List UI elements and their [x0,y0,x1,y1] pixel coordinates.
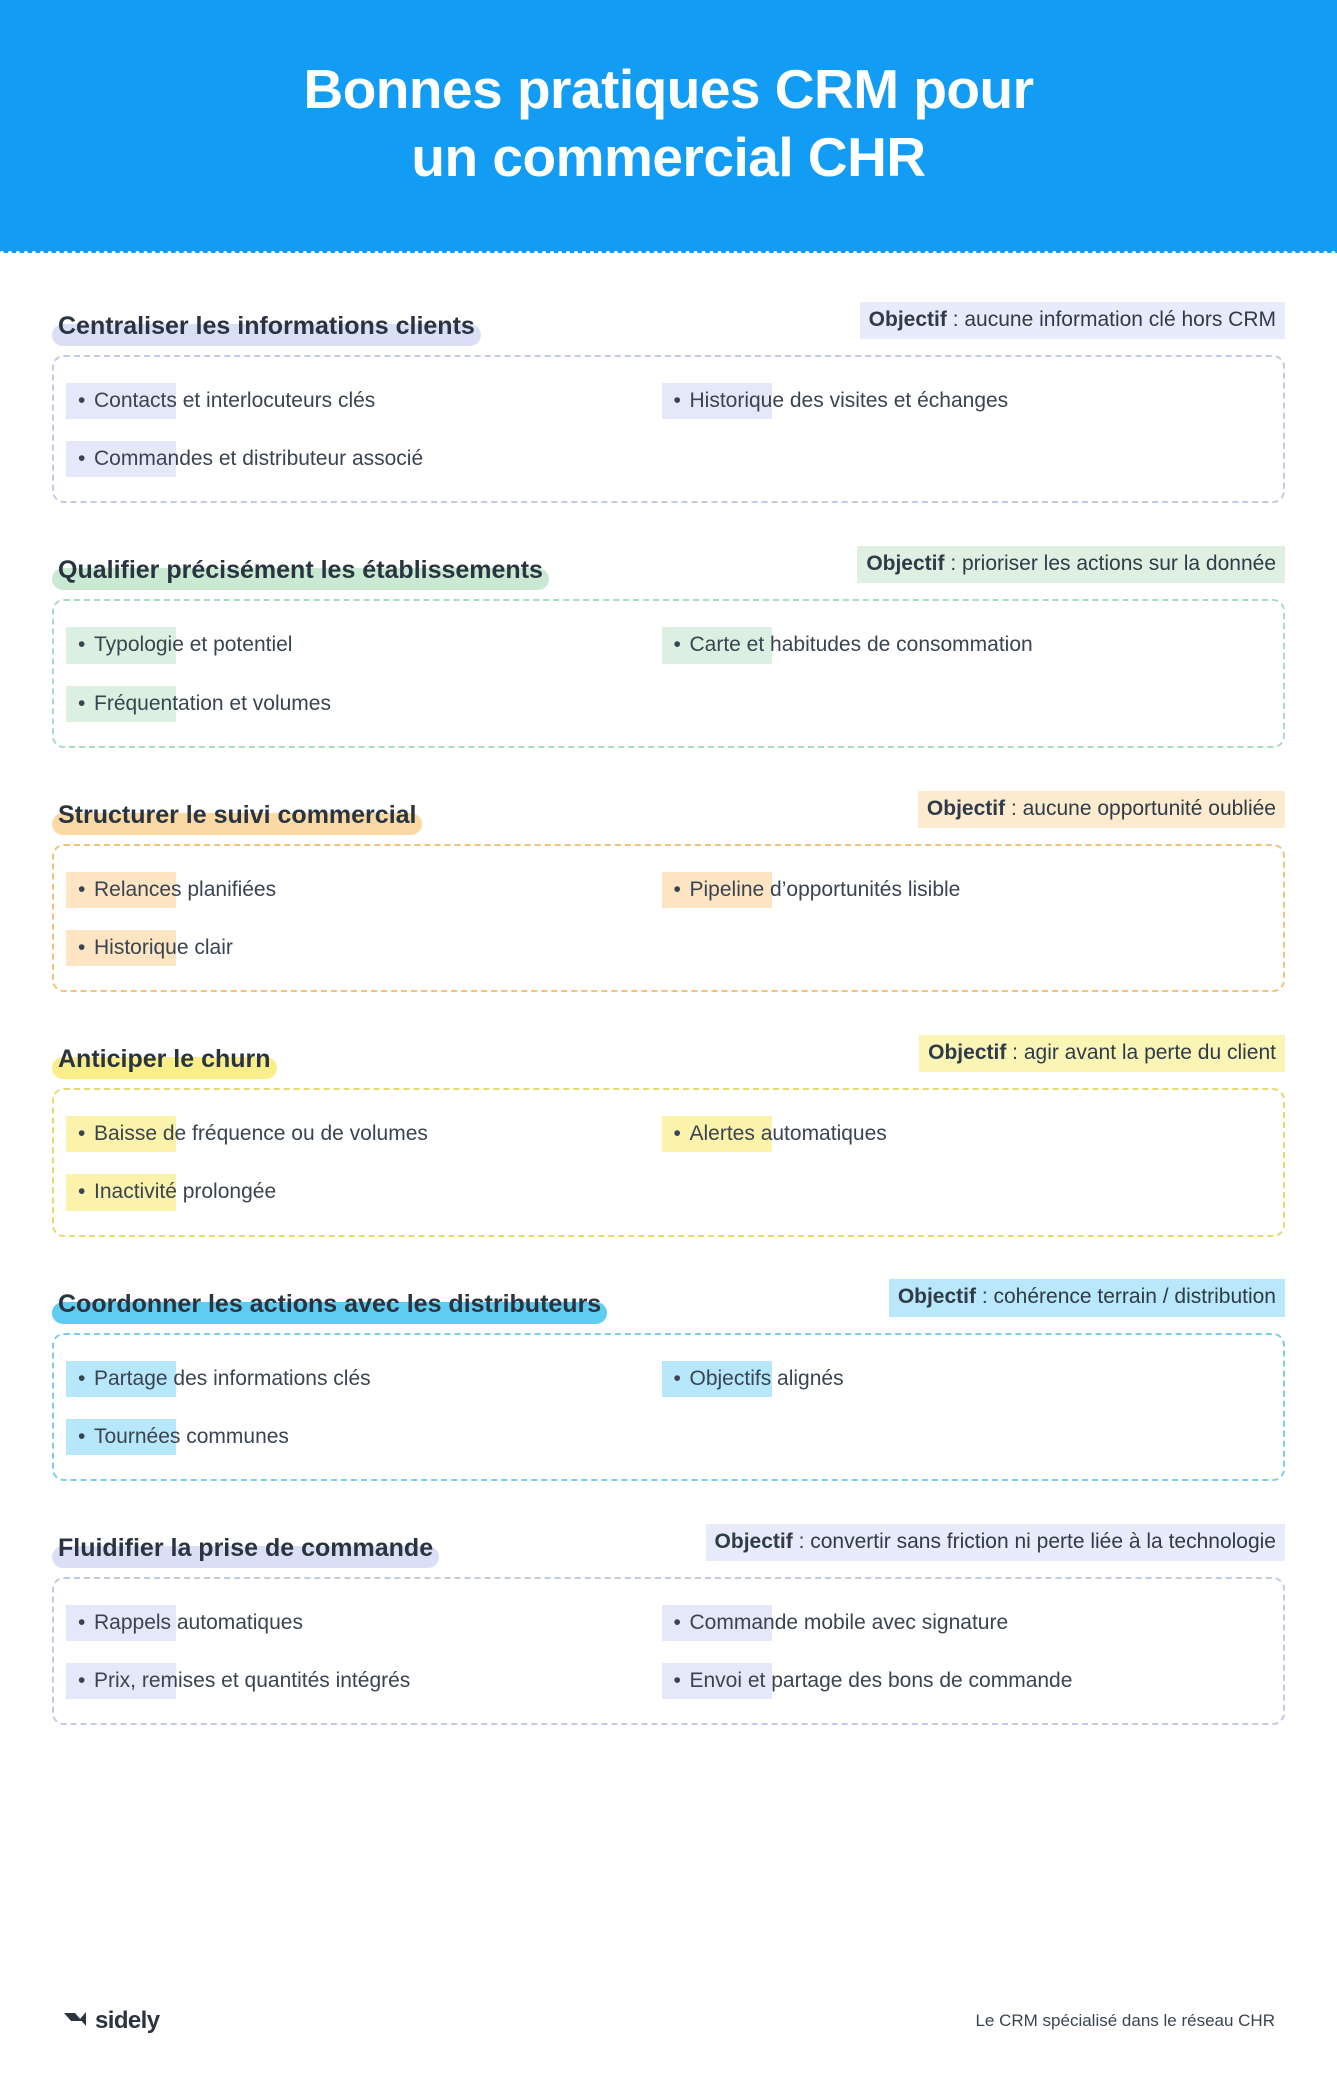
objective-text: : convertir sans friction ni perte liée à la technologie [792,1529,1276,1553]
section-title-text: Fluidifier la prise de commande [58,1533,434,1562]
bullet-dot: • [78,389,86,412]
section-panel [52,844,1285,992]
bullet-dot: • [78,935,86,959]
bullet-dot: • [78,691,86,715]
bullet-text [674,1116,1260,1152]
page-title [303,56,1033,190]
objective-text: : aucune information clé hors CRM [946,307,1276,331]
bullet-text [674,1605,1260,1641]
list-item [78,686,664,722]
bullet-dot: • [78,877,86,901]
objective-label: Objectif [714,1529,793,1553]
section-header [52,1032,1285,1072]
objective-badge [857,546,1285,583]
bullet-text [78,930,664,966]
objective-badge [918,791,1285,828]
list-item [674,1116,1260,1152]
bullet-grid [78,872,1259,966]
header-dotted-divider [0,251,1337,255]
section-anticiper [52,1032,1285,1236]
bullet-label: Objectifs alignés [689,1366,844,1390]
bullet-label: Fréquentation et volumes [94,691,331,715]
sidely-chevron-icon [62,2009,88,2034]
list-item-empty [674,441,1260,477]
bullet-label: Envoi et partage des bons de commande [689,1669,1073,1693]
objective-text: : cohérence terrain / distribution [976,1285,1276,1309]
bullet-label: Historique clair [94,935,233,959]
bullet-dot: • [78,447,86,471]
objective-badge [706,1524,1285,1561]
bullet-label: Commandes et distributeur associé [94,447,424,471]
list-item [674,1361,1260,1397]
list-item [78,1663,664,1699]
list-item-empty [674,930,1260,966]
bullet-text [78,1663,664,1699]
list-item [78,1116,664,1152]
section-header [52,299,1285,339]
section-title-text: Anticiper le churn [58,1045,271,1074]
list-item [674,627,1260,663]
section-panel [52,1088,1285,1236]
bullet-dot: • [673,389,681,412]
bullet-grid [78,1361,1259,1455]
section-title-text: Coordonner les actions avec les distributeurs [58,1289,602,1318]
bullet-dot: • [78,1610,86,1634]
sidely-logo-text: sidely [95,2007,160,2034]
bullet-label: Rappels automatiques [94,1610,303,1634]
section-title [52,314,481,339]
section-header [52,1521,1285,1561]
bullet-text [78,1361,664,1397]
bullet-label: Historique des visites et échanges [689,389,1009,412]
bullet-label: Baisse de fréquence ou de volumes [94,1122,428,1146]
bullet-grid [78,1116,1259,1210]
section-title-text: Centraliser les informations clients [58,312,475,340]
bullet-grid [78,383,1259,477]
list-item [78,441,664,477]
objective-badge [919,1035,1285,1072]
page-footer [0,2007,1337,2035]
objective-text: : aucune opportunité oubliée [1005,796,1276,820]
bullet-dot: • [673,1610,681,1634]
objective-badge [860,302,1285,339]
bullet-text [78,383,664,419]
section-title [52,1047,277,1072]
section-title-text: Qualifier précisément les établissements [58,556,543,585]
bullet-text [78,441,664,477]
sections-container [0,299,1337,1725]
page-title-line-1: Bonnes pratiques CRM pour [303,58,1034,121]
section-panel [52,355,1285,503]
bullet-text [78,1174,664,1210]
section-title-text: Structurer le suivi commercial [58,800,417,829]
list-item-empty [674,1419,1260,1455]
list-item [674,872,1260,908]
bullet-label: Alertes automatiques [689,1122,887,1146]
bullet-label: Commande mobile avec signature [689,1610,1009,1634]
list-item [674,1663,1260,1699]
list-item [78,872,664,908]
bullet-dot: • [78,1122,86,1146]
bullet-label: Partage des informations clés [94,1366,371,1390]
bullet-text [78,1419,664,1455]
objective-text: : agir avant la perte du client [1006,1040,1276,1064]
bullet-text [78,686,664,722]
objective-label: Objectif [868,307,947,331]
list-item [78,383,664,419]
bullet-text [78,627,664,663]
bullet-dot: • [673,1669,681,1693]
list-item-empty [674,1174,1260,1210]
objective-label: Objectif [866,552,945,576]
section-fluidifier [52,1521,1285,1725]
footer-tagline: Le CRM spécialisé dans le réseau CHR [975,2011,1275,2030]
bullet-dot: • [673,1122,681,1146]
bullet-dot: • [78,1424,86,1448]
section-structurer [52,788,1285,992]
bullet-grid [78,1605,1259,1699]
bullet-dot: • [78,1180,86,1204]
section-panel [52,1333,1285,1481]
objective-badge [889,1279,1285,1316]
bullet-label: Inactivité prolongée [94,1180,277,1204]
objective-label: Objectif [897,1285,976,1309]
list-item [78,1605,664,1641]
list-item [78,930,664,966]
bullet-grid [78,627,1259,721]
list-item [674,383,1260,419]
section-title [52,1289,607,1318]
list-item-empty [674,686,1260,722]
bullet-label: Contacts et interlocuteurs clés [94,389,376,412]
bullet-text [674,1663,1260,1699]
bullet-text [674,872,1260,908]
list-item [78,1419,664,1455]
bullet-text [78,1116,664,1152]
section-header [52,788,1285,828]
bullet-label: Pipeline d’opportunités lisible [689,877,961,901]
bullet-dot: • [673,877,681,901]
bullet-dot: • [78,633,86,657]
bullet-label: Typologie et potentiel [94,633,293,657]
bullet-dot: • [78,1366,86,1390]
section-header [52,1277,1285,1317]
list-item [78,1361,664,1397]
list-item [674,1605,1260,1641]
bullet-label: Tournées communes [94,1424,289,1448]
bullet-label: Prix, remises et quantités intégrés [94,1669,411,1693]
bullet-label: Carte et habitudes de consommation [689,633,1033,657]
section-coordonner [52,1277,1285,1481]
list-item [78,1174,664,1210]
page-header [0,0,1337,253]
section-panel [52,599,1285,747]
section-panel [52,1577,1285,1725]
bullet-text [674,1361,1260,1397]
section-qualifier [52,543,1285,747]
bullet-text [674,383,1260,419]
bullet-label: Relances planifiées [94,877,277,901]
bullet-text [78,1605,664,1641]
bullet-text [78,872,664,908]
bullet-text [674,627,1260,663]
sidely-logo [62,2007,159,2035]
objective-label: Objectif [926,796,1006,820]
section-header [52,543,1285,583]
section-title [52,800,422,829]
bullet-dot: • [673,633,681,657]
bullet-dot: • [78,1669,86,1693]
bullet-dot: • [673,1366,681,1390]
objective-label: Objectif [928,1040,1007,1064]
objective-text: : prioriser les actions sur la donnée [944,552,1276,576]
list-item [78,627,664,663]
section-title [52,1533,439,1562]
section-title [52,558,549,583]
page-title-line-2: un commercial CHR [411,125,926,188]
section-centraliser [52,299,1285,503]
